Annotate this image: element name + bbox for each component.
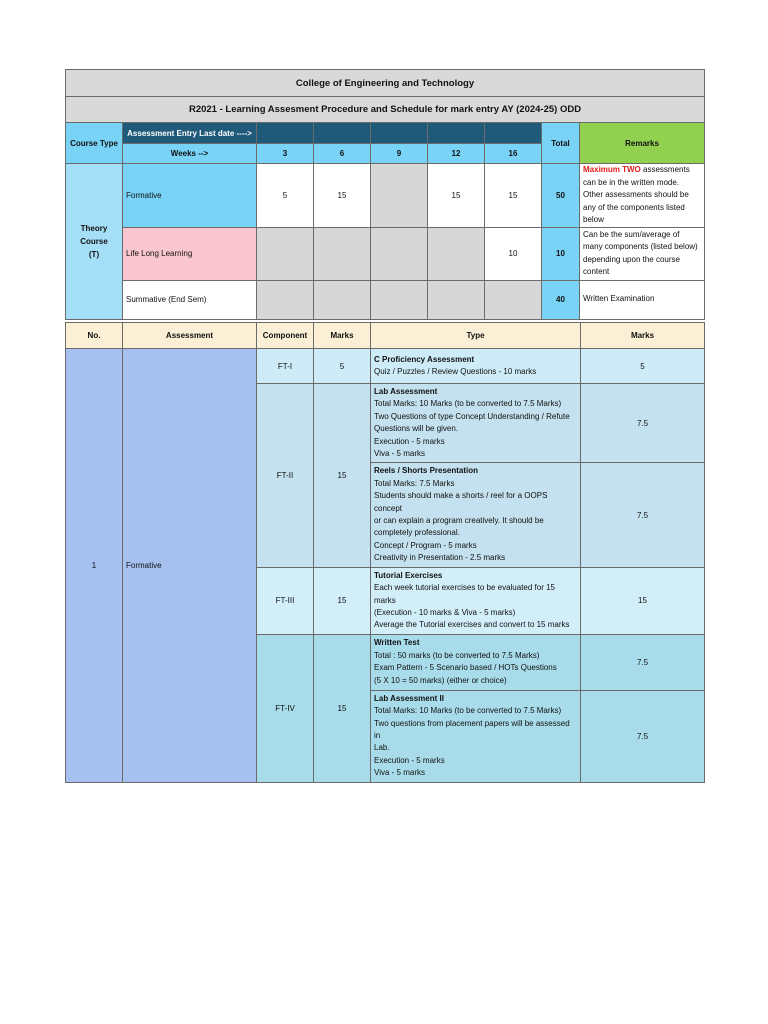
type-title: Written Test [374,638,420,648]
component-code: FT-III [257,567,314,634]
week-header: 6 [314,144,371,164]
row-remark: Written Examination [580,280,705,319]
type-cell [371,463,581,567]
schedule-table [65,69,705,320]
component-marks: 15 [314,634,371,782]
entry-date-cell [428,123,485,144]
type-line: Viva - 5 marks [374,449,425,459]
type-title: Reels / Shorts Presentation [374,466,479,476]
assessment-no: 1 [66,349,123,783]
type-line: (5 X 10 = 50 marks) (either or choice) [374,675,507,685]
type-marks: 7.5 [581,463,705,567]
week-value-empty [428,227,485,280]
week-header: 3 [257,144,314,164]
header-type-marks: Marks [581,323,705,349]
type-line: completely professional. [374,528,460,538]
type-marks: 5 [581,349,705,384]
header-no: No. [66,323,123,349]
type-line: or can explain a program creatively. It should be [374,516,544,526]
week-header: 12 [428,144,485,164]
type-marks: 7.5 [581,384,705,463]
row-name: Formative [123,164,257,228]
type-line: Creativity in Presentation - 2.5 marks [374,553,506,563]
type-line: Quiz / Puzzles / Review Questions - 10 marks [374,367,537,376]
type-line: Execution - 5 marks [374,755,445,765]
row-name: Summative (End Sem) [123,280,257,319]
type-line: Exam Pattern - 5 Scenario based / HOTs Questions [374,663,557,673]
college-title: College of Engineering and Technology [66,70,705,97]
entry-date-cell [257,123,314,144]
course-code: (T) [88,249,100,259]
type-line: Total Marks: 10 Marks (to be converted to 7.5 Marks) [374,706,562,716]
course-name: Theory Course [80,223,108,246]
type-line: Execution - 5 marks [374,436,445,446]
week-header: 16 [485,144,542,164]
entry-date-cell [314,123,371,144]
type-line: Questions will be given. [374,424,459,434]
entry-date-cell [485,123,542,144]
component-code: FT-IV [257,634,314,782]
header-marks: Marks [314,323,371,349]
type-title: Lab Assessment [374,387,438,396]
week-value-empty [257,280,314,319]
component-marks: 15 [314,384,371,568]
type-line: Total Marks: 10 Marks (to be converted to 7.5 Marks) [374,399,562,409]
component-code: FT-II [257,384,314,568]
week-value: 10 [485,227,542,280]
assessment-name: Formative [123,349,257,783]
type-line: Each week tutorial exercises to be evaluated for 15 marks [374,583,555,605]
remarks-header: Remarks [580,123,705,164]
type-line: Total : 50 marks (to be converted to 7.5 Marks) [374,650,540,660]
weeks-label: Weeks --> [123,144,257,164]
entry-date-cell [371,123,428,144]
remark-text: assessments can be in the written mode. Other assessments should be any of the components listed below [583,165,690,224]
type-cell [371,567,581,634]
remark-highlight: Maximum TWO [583,165,641,174]
course-type-cell [66,164,123,320]
row-total: 50 [542,164,580,228]
type-cell [371,349,581,384]
week-value: 15 [428,164,485,228]
week-header: 9 [371,144,428,164]
type-line: Lab. [374,743,390,753]
week-value-empty [371,280,428,319]
row-name: Life Long Learning [123,227,257,280]
week-value-empty [371,227,428,280]
type-title: Lab Assessment II [374,693,444,703]
week-value-empty [314,227,371,280]
type-line: (Execution - 10 marks & Viva - 5 marks) [374,607,516,617]
type-line: Concept / Program - 5 marks [374,540,477,550]
type-line: Total Marks: 7.5 Marks [374,478,455,488]
type-line: Two Questions of type Concept Understanding / Refute [374,411,570,421]
week-value-empty [428,280,485,319]
row-total: 40 [542,280,580,319]
row-total: 10 [542,227,580,280]
week-value: 5 [257,164,314,228]
component-code: FT-I [257,349,314,384]
type-line: Average the Tutorial exercises and convert to 15 marks [374,620,570,630]
week-value-empty [314,280,371,319]
week-value-empty [485,280,542,319]
header-component: Component [257,323,314,349]
type-marks: 7.5 [581,634,705,690]
week-value: 15 [314,164,371,228]
course-type-header: Course Type [66,123,123,164]
week-value-empty [371,164,428,228]
component-marks: 15 [314,567,371,634]
type-line: Students should make a shorts / reel for a OOPS concept [374,491,548,513]
type-title: C Proficiency Assessment [374,354,475,364]
row-remark [580,164,705,228]
schedule-subtitle: R2021 - Learning Assesment Procedure and Schedule for mark entry AY (2024-25) ODD [66,97,705,123]
week-value-empty [257,227,314,280]
type-cell [371,690,581,782]
type-title: Tutorial Exercises [374,570,443,580]
type-marks: 15 [581,567,705,634]
type-line: Two questions from placement papers will be assessed in [374,718,570,740]
component-marks: 5 [314,349,371,384]
week-value: 15 [485,164,542,228]
header-assessment: Assessment [123,323,257,349]
type-cell [371,384,581,463]
total-header: Total [542,123,580,164]
type-marks: 7.5 [581,690,705,782]
components-table [65,322,705,783]
header-type: Type [371,323,581,349]
type-line: Viva - 5 marks [374,768,425,778]
type-cell [371,634,581,690]
row-remark: Can be the sum/average of many components (listed below) depending upon the course content [580,227,705,280]
entry-last-date-label: Assessment Entry Last date ----> [123,123,257,144]
